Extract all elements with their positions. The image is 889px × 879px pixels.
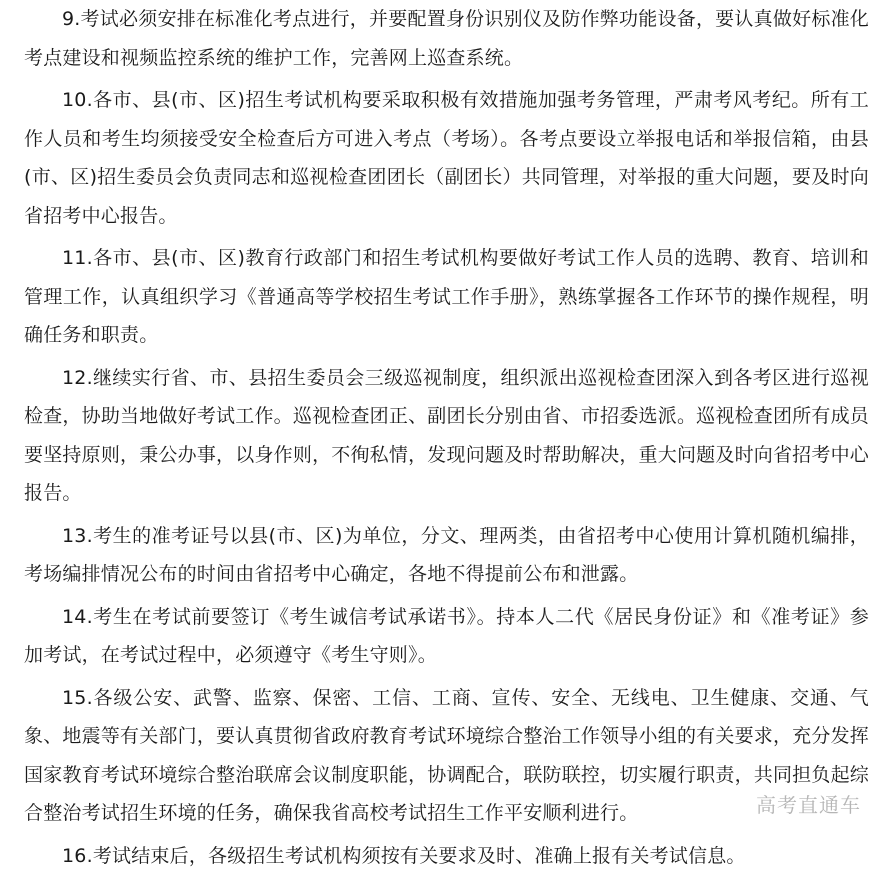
watermark: 高考直通车 — [756, 793, 861, 817]
paragraph-13: 13.考生的准考证号以县(市、区)为单位，分文、理两类，由省招考中心使用计算机随机编排，考场编排情况公布的时间由省招考中心确定，各地不得提前公布和泄露。 — [24, 524, 869, 585]
paragraph-10: 10.各市、县(市、区)招生考试机构要采取积极有效措施加强考务管理，严肃考风考纪。所有工作人员和考生均须接受安全检查后方可进入考点（考场）。各考点要设立举报电话和举报信箱，由县(市、区)招生委员会负责同志和巡视检查团团长（副团长）共同管理，对举报的重大问题，要及时向省招考中心报告。 — [24, 89, 869, 227]
document-body — [24, 0, 869, 879]
paragraph-14: 14.考生在考试前要签订《考生诚信考试承诺书》。持本人二代《居民身份证》和《准考证》参加考试，在考试过程中，必须遵守《考生守则》。 — [24, 605, 869, 666]
paragraph-15: 15.各级公安、武警、监察、保密、工信、工商、宣传、安全、无线电、卫生健康、交通、气象、地震等有关部门，要认真贯彻省政府教育考试环境综合整治工作领导小组的有关要求，充分发挥国家教育考试环境综合整治联席会议制度职能，协调配合，联防联控，切实履行职责，共同担负起综合整治考试招生环境的任务，确保我省高校考试招生工作平安顺利进行。 — [24, 686, 869, 824]
paragraph-9: 9.考试必须安排在标准化考点进行，并要配置身份识别仪及防作弊功能设备，要认真做好标准化考点建设和视频监控系统的维护工作，完善网上巡查系统。 — [24, 8, 869, 69]
paragraph-16: 16.考试结束后，各级招生考试机构须按有关要求及时、准确上报有关考试信息。 — [62, 844, 746, 867]
paragraph-11: 11.各市、县(市、区)教育行政部门和招生考试机构要做好考试工作人员的选聘、教育、培训和管理工作，认真组织学习《普通高等学校招生考试工作手册》，熟练掌握各工作环节的操作规程，明确任务和职责。 — [24, 247, 869, 346]
paragraph-12: 12.继续实行省、市、县招生委员会三级巡视制度，组织派出巡视检查团深入到各考区进行巡视检查，协助当地做好考试工作。巡视检查团正、副团长分别由省、市招委选派。巡视检查团所有成员要坚持原则，秉公办事，以身作则，不徇私情，发现问题及时帮助解决，重大问题及时向省招考中心报告。 — [24, 366, 869, 504]
